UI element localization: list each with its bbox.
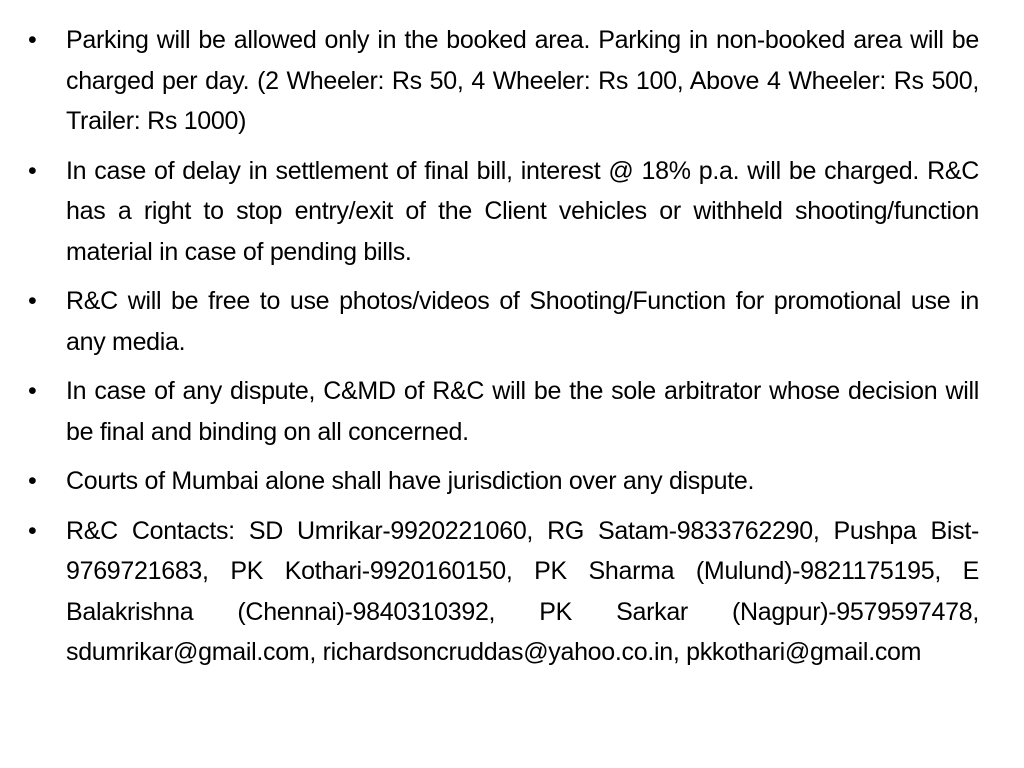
bullet-dot-icon: • bbox=[28, 467, 37, 495]
bullet-dot-icon: • bbox=[28, 287, 37, 315]
bullet-dot-icon: • bbox=[28, 377, 37, 405]
bullet-item-photos bbox=[26, 281, 979, 362]
bullet-text-jurisdiction: Courts of Mumbai alone shall have jurisdiction over any dispute. bbox=[66, 467, 755, 495]
bullet-text-contacts: R&C Contacts: SD Umrikar-9920221060, RG Satam-9833762290, Pushpa Bist-9769721683, PK Kothari-9920160150, PK Sharma (Mulund)-9821175195, E Balakrishna (Chennai)-9840310392, PK Sarkar (Nagpur)-9579597478, sdumrikar@gmail.com, richardsoncruddas@yahoo.co.in, pkkothari@gmail.com bbox=[66, 516, 979, 666]
bullet-item-dispute bbox=[26, 371, 979, 452]
bullet-item-delay bbox=[26, 151, 979, 273]
bullet-item-jurisdiction bbox=[26, 461, 979, 502]
bullet-dot-icon: • bbox=[28, 26, 37, 54]
bullet-item-contacts bbox=[26, 511, 979, 673]
bullet-text-delay: In case of delay in settlement of final bill, interest @ 18% p.a. will be charged. R&C has a right to stop entry/exit of the Client vehicles or withheld shooting/function material in case of pending bills. bbox=[66, 156, 979, 266]
bullet-text-parking: Parking will be allowed only in the booked area. Parking in non-booked area will be charged per day. (2 Wheeler: Rs 50, 4 Wheeler: Rs 100, Above 4 Wheeler: Rs 500, Trailer: Rs 1000) bbox=[66, 26, 979, 135]
bullet-dot-icon: • bbox=[28, 156, 37, 185]
terms-bullet-list bbox=[26, 20, 979, 673]
bullet-text-dispute: In case of any dispute, C&MD of R&C will be the sole arbitrator whose decision will be final and binding on all concerned. bbox=[66, 377, 979, 446]
bullet-dot-icon: • bbox=[28, 516, 37, 545]
bullet-text-photos: R&C will be free to use photos/videos of Shooting/Function for promotional use in any media. bbox=[66, 287, 979, 356]
bullet-item-parking bbox=[26, 20, 979, 142]
